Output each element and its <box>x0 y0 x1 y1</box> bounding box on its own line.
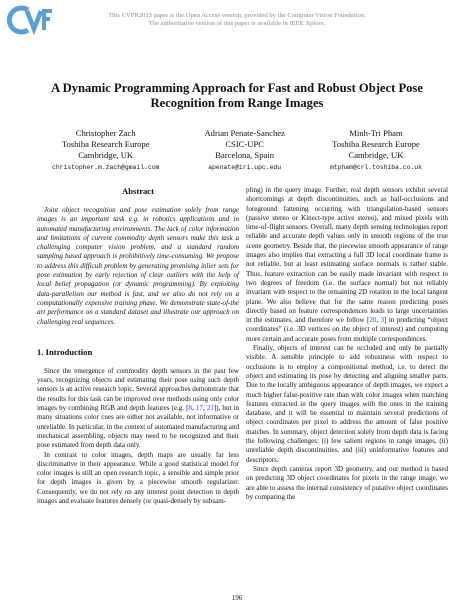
introduction-heading: 1. Introduction <box>37 346 93 357</box>
right-paragraph-3: Since depth cameras report 3D geometry, and our method is based on predicting 3D object coordinates for pixels in the range image, we are able to assess the internal consistency of putative object coordinates by comparing the <box>246 464 448 501</box>
right-paragraph-1 <box>246 186 448 344</box>
intro-paragraph-1 <box>37 367 239 451</box>
author-email[interactable]: christopher.m.zach@gmail.com <box>52 163 160 171</box>
intro-paragraph-2: In contrast to color images, depth maps are usually far less discriminative in their appearance. While a good statistical model for color images is still an open research topic, a sensible and simple prior for depth images is given by a piecewise smooth regularizer. Consequently, we do not rely on any interest point detection in depth images and evaluate features densely (or quasi-densely by subsam- <box>37 450 239 506</box>
author-location: Barcelona, Spain <box>215 150 275 161</box>
author-location: Cambridge, UK <box>348 150 404 161</box>
author-affiliation: CSIC-UPC <box>225 139 264 150</box>
author-email[interactable]: mtpham@crl.toshiba.co.uk <box>329 163 422 171</box>
author-name: Adrian Penate-Sanchez <box>204 128 285 138</box>
citation-separator: , <box>376 316 381 325</box>
title-line-2: Recognition from Range Images <box>150 96 324 110</box>
abstract-text: Joint object recognition and pose estimation solely from range images is an important task e.g. in robotics applications and in automated manufacturing environments. The lack of color information and limitations of current commodity depth sensors make this task a challenging computer vision problem, and a standard random sampling based approach is prohibitively time-consuming. We propose to address this difficult problem by generating promising inlier sets for pose estimation by early rejection of clear outliers with the help of local belief propagation (or dynamic programming). By exploiting data-parallelism our method is fast, and we also do not rely on a computationally expensive training phase. We demonstrate state-of-the art performance on a standard dataset and illustrate our approach on challenging real sequences. <box>37 206 239 326</box>
intro-p1-text-b: ]), but in many situations color cues are either not available, not informative or unreliable. In particular, in the context of automated manufacturing and mechanical assembling, objects may need to be recognized and their pose estimated from depth data only. <box>37 404 240 450</box>
citation-separator: , <box>202 404 207 413</box>
author-name: Christopher Zach <box>75 128 136 138</box>
notice-line-2: The authoritative version of this paper is available in IEEE Xplore. <box>148 20 326 28</box>
author-affiliation: Toshiba Research Europe <box>332 139 420 150</box>
author-block <box>330 128 422 173</box>
author-block <box>204 128 284 173</box>
right-p1-text-b: ] in predicting “object coordinates” (i.e. 3D vertices on the object of interest) and computing more certain and accurate poses from multiple correspondences. <box>246 316 448 343</box>
citation-link[interactable]: 8 <box>188 404 193 413</box>
open-access-notice <box>0 12 474 29</box>
left-column <box>37 186 239 506</box>
author-email[interactable]: apenate@iri.upc.edu <box>208 163 282 171</box>
right-column <box>246 186 448 502</box>
author-affiliation: Toshiba Research Europe <box>61 139 150 150</box>
right-paragraph-2: Finally, objects of interest can be occluded and only be partially visible. A sensible principle to add robustness with respect to occlusions is to employ a compositional method, i.e. to detect the object and estimating its pose by detecting and aligning smaller parts. Due to the locally ambiguous appearance of depth images, we expect a much higher false-positive rate than with color images when matching features extracted in the query images with the ones in the training database, and it will be essential to maintain several predictions of object coordinates per pixel to address the amount of false positive matches. In summary, object detection solely from depth data is facing the following challenges: (i) few salient regions in range images, (ii) unreliable depth discontinuities, and (iii) uninformative features and descriptors. <box>246 344 448 464</box>
citation-link[interactable]: 20 <box>369 316 377 325</box>
right-p1-text-a: pling) in the query image. Further, real depth sensors exhibit several shortcomings at depth discontinuities, such as half-occlusions and foreground fattening occurring with triangulation-based sensors (passive stereo or Kinect-type active stereo), and mixed pixels with time-of-flight sensors. Overall, many depth sensing technologies report reliable and accurate depth values only in smooth regions of the true scene geometry. Beside that, the piecewise smooth appearance of range images also implies that extracting a full 3D local coordinate frame is not reliable, but at least estimating surface normals is rather stable. Thus, feature extraction can be easily made invariant with respect to two degrees of freedom (i.e. the surface normal) but not reliably invariant with respect to the remaining 2D rotation in the local tangent plane. We also believe that for the same reason predicting poses directly based on feature correspondences leads to large uncertainties in the estimates, and therefore we follow [ <box>246 186 448 325</box>
citation-link[interactable]: 17 <box>195 404 203 413</box>
title-line-1: A Dynamic Programming Approach for Fast and Robust Object Pose <box>51 81 423 95</box>
citation-link[interactable]: 21 <box>206 404 214 413</box>
page-number: 196 <box>231 594 243 602</box>
author-name: Minh-Tri Pham <box>349 128 403 138</box>
paper-title <box>40 81 434 111</box>
abstract-heading: Abstract <box>122 186 154 196</box>
notice-line-1: This CVPR2015 paper is the Open Access version, provided by the Computer Vision Foundation. <box>108 12 366 19</box>
intro-p1-text-a: Since the emergence of commodity depth sensors in the past few years, recognizing objects and estimating their pose using such depth sensors is an active research topic. Several approaches demonstrate that the results for this task can be improved over methods using only color images by combining RGB and depth features (e.g. [ <box>37 366 239 413</box>
citation-separator: , <box>192 404 196 413</box>
citation-link[interactable]: 3 <box>380 316 385 325</box>
author-list <box>52 128 422 173</box>
author-block <box>52 128 159 173</box>
author-location: Cambridge, UK <box>78 150 134 161</box>
